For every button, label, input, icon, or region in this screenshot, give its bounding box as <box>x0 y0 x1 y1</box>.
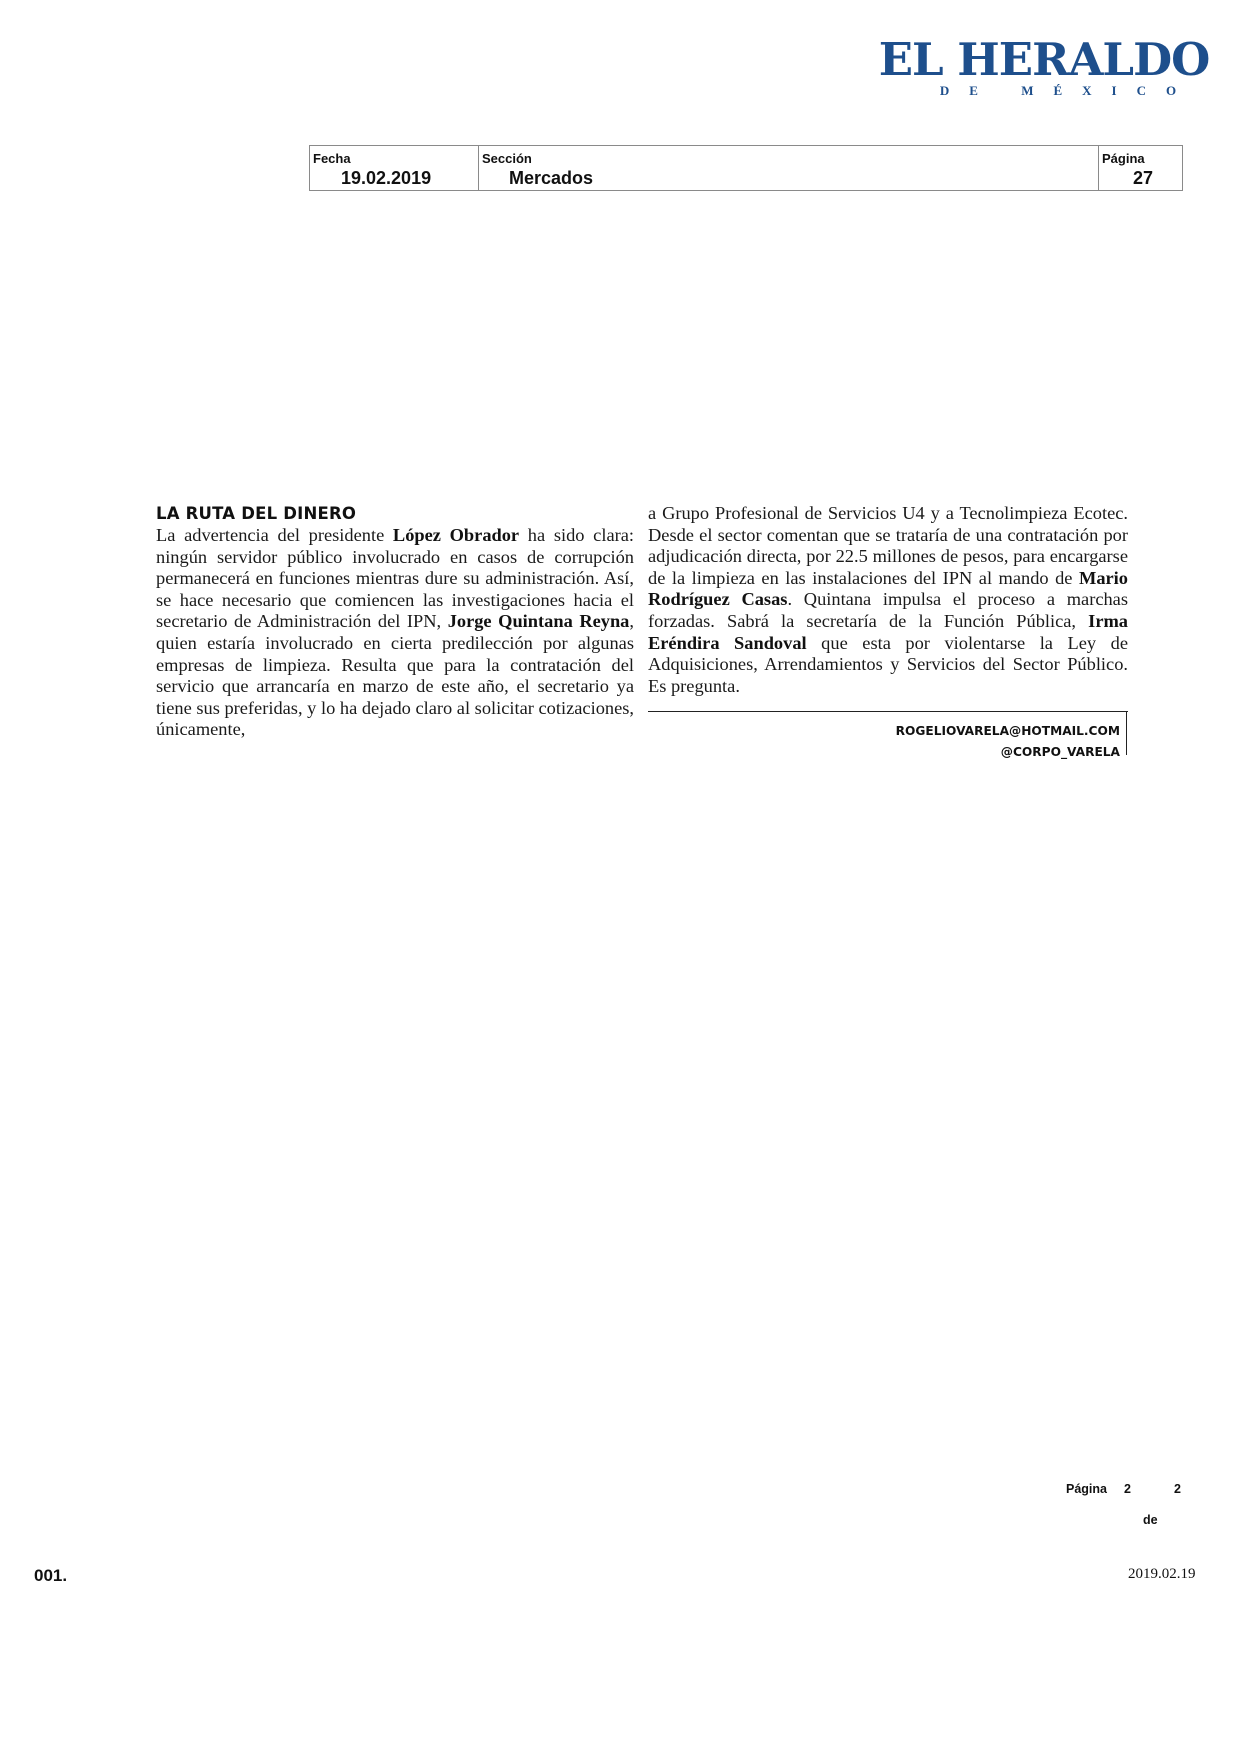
signature-side-rule <box>1126 711 1127 755</box>
text-run: ha sido clara: ningún servidor público involucrado en casos de corrupción permanecerá en funciones mientras dure su administración. Así, se hace necesario que comiencen las investigaciones hacia el secretario de Administración del IPN, <box>156 525 635 632</box>
logo-subtitle: DE MÉXICO <box>939 83 1197 98</box>
article-text-left <box>156 525 634 741</box>
page-counter-current: 2 <box>1124 1482 1131 1496</box>
person-name: López Obrador <box>392 525 520 545</box>
page-counter-label: Página <box>1066 1482 1107 1496</box>
text-run: que esta por violentarse la Ley de Adquisiciones, Arrendamientos y Servicios del Sector Público. Es pregunta. <box>648 632 1128 696</box>
document-date: 2019.02.19 <box>1128 1566 1196 1582</box>
author-handle: @CORPO_VARELA <box>1000 745 1120 759</box>
text-run: a Grupo Profesional de Servicios U4 y a Tecnolimpieza Ecotec. Desde el sector comentan que se trataría de una contratación por adjudicación directa, por 22.5 millones de pesos, para encargarse de la limpieza en las instalaciones del IPN al mando de <box>648 503 1128 588</box>
date-value: 19.02.2019 <box>341 168 432 188</box>
article-column-left <box>156 503 634 741</box>
person-name: Mario Rodríguez Casas <box>648 567 1128 610</box>
article-text-right <box>648 503 1128 697</box>
document-code: 001. <box>34 1566 68 1585</box>
section-value: Mercados <box>509 168 594 188</box>
date-label: Fecha <box>313 151 351 166</box>
date-cell <box>310 146 478 190</box>
newspaper-logo <box>868 33 1220 98</box>
page-label: Página <box>1102 151 1145 166</box>
section-cell <box>478 146 1098 190</box>
page-counter-total: 2 <box>1174 1482 1181 1496</box>
page-value: 27 <box>1133 168 1154 188</box>
section-label: Sección <box>482 151 532 166</box>
article-heading: LA RUTA DEL DINERO <box>156 504 357 523</box>
author-email: ROGELIOVARELA@HOTMAIL.COM <box>895 724 1120 738</box>
signature-divider <box>648 711 1128 712</box>
page-cell <box>1098 146 1182 190</box>
person-name: Irma Eréndira Sandoval <box>648 610 1128 653</box>
person-name: Jorge Quintana Reyna <box>447 611 630 632</box>
clipping-info-box <box>309 145 1183 191</box>
page-counter-of: de <box>1143 1513 1158 1527</box>
page-counter <box>1066 1482 1196 1527</box>
logo-title: EL HERALDO <box>878 33 1210 86</box>
article-column-right <box>648 503 1128 697</box>
text-run: . Quintana impulsa el proceso a marchas forzadas. Sabrá la secretaría de la Función Pública, <box>648 589 1128 631</box>
text-run: La advertencia del presidente <box>156 525 393 545</box>
text-run: , quien estaría involucrado en cierta predilección por algunas empresas de limpieza. Resulta que para la contratación del servicio que arrancaría en marzo de este año, el secretario ya tiene sus preferidas, y lo ha dejado claro al solicitar cotizaciones, únicamente, <box>156 611 634 740</box>
